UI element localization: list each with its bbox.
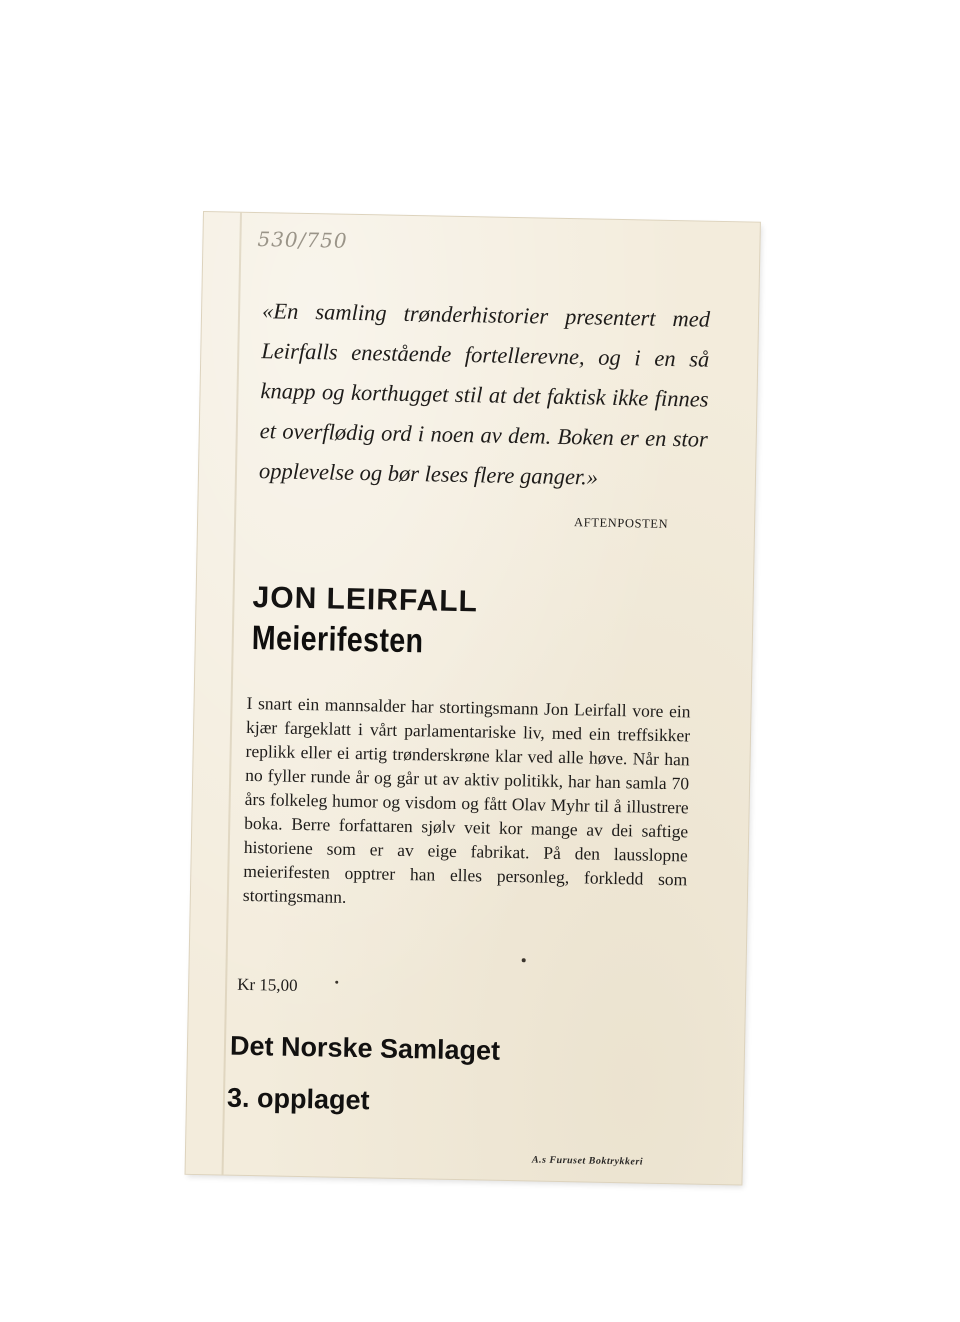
book-description: I snart ein mannsalder har stortingsmann Jon Leirfall vore ein kjær fargeklatt i vårt parlamentariske liv, med ein treffsikker replikk eller ei artig trønderskrøne klar ved alle høve. Når han no fyller runde år og går ut av aktiv politikk, har han samla 70 års folkeleg humor og visdom og fått Olav Myhr til å illustrere boka. Berre forfattaren sjølv veit kor mange av dei saftige historiene som er av eige fabrikat. På den lausslopne meierifesten opptrer han elles personleg, forkledd som stortingsmann.: [242, 692, 691, 907]
publisher-name: Det Norske Samlaget: [229, 1030, 501, 1066]
printer-credit: A.s Furuset Boktrykkeri: [531, 1154, 644, 1168]
quote-source: AFTENPOSTEN: [573, 515, 669, 531]
edition-label: 3. opplaget: [226, 1082, 370, 1116]
author-name: JON LEIRFALL: [252, 581, 479, 619]
paper-speck: [335, 981, 338, 984]
price-label: Kr 15,00: [236, 974, 298, 995]
handwritten-price-note: 530/750: [257, 227, 348, 253]
book-back-cover: [186, 212, 760, 1184]
book-title: Meierifesten: [251, 619, 424, 661]
paper-speck: [522, 958, 526, 962]
review-quote: «En samling trønderhistorier presentert med Leirfalls enestående fortellerevne, og i en så knapp og korthugget stil at det faktisk ikke finnes et overflødig ord i noen av dem. Boken er en stor opplevelse og bør leses flere ganger.»: [258, 298, 711, 490]
